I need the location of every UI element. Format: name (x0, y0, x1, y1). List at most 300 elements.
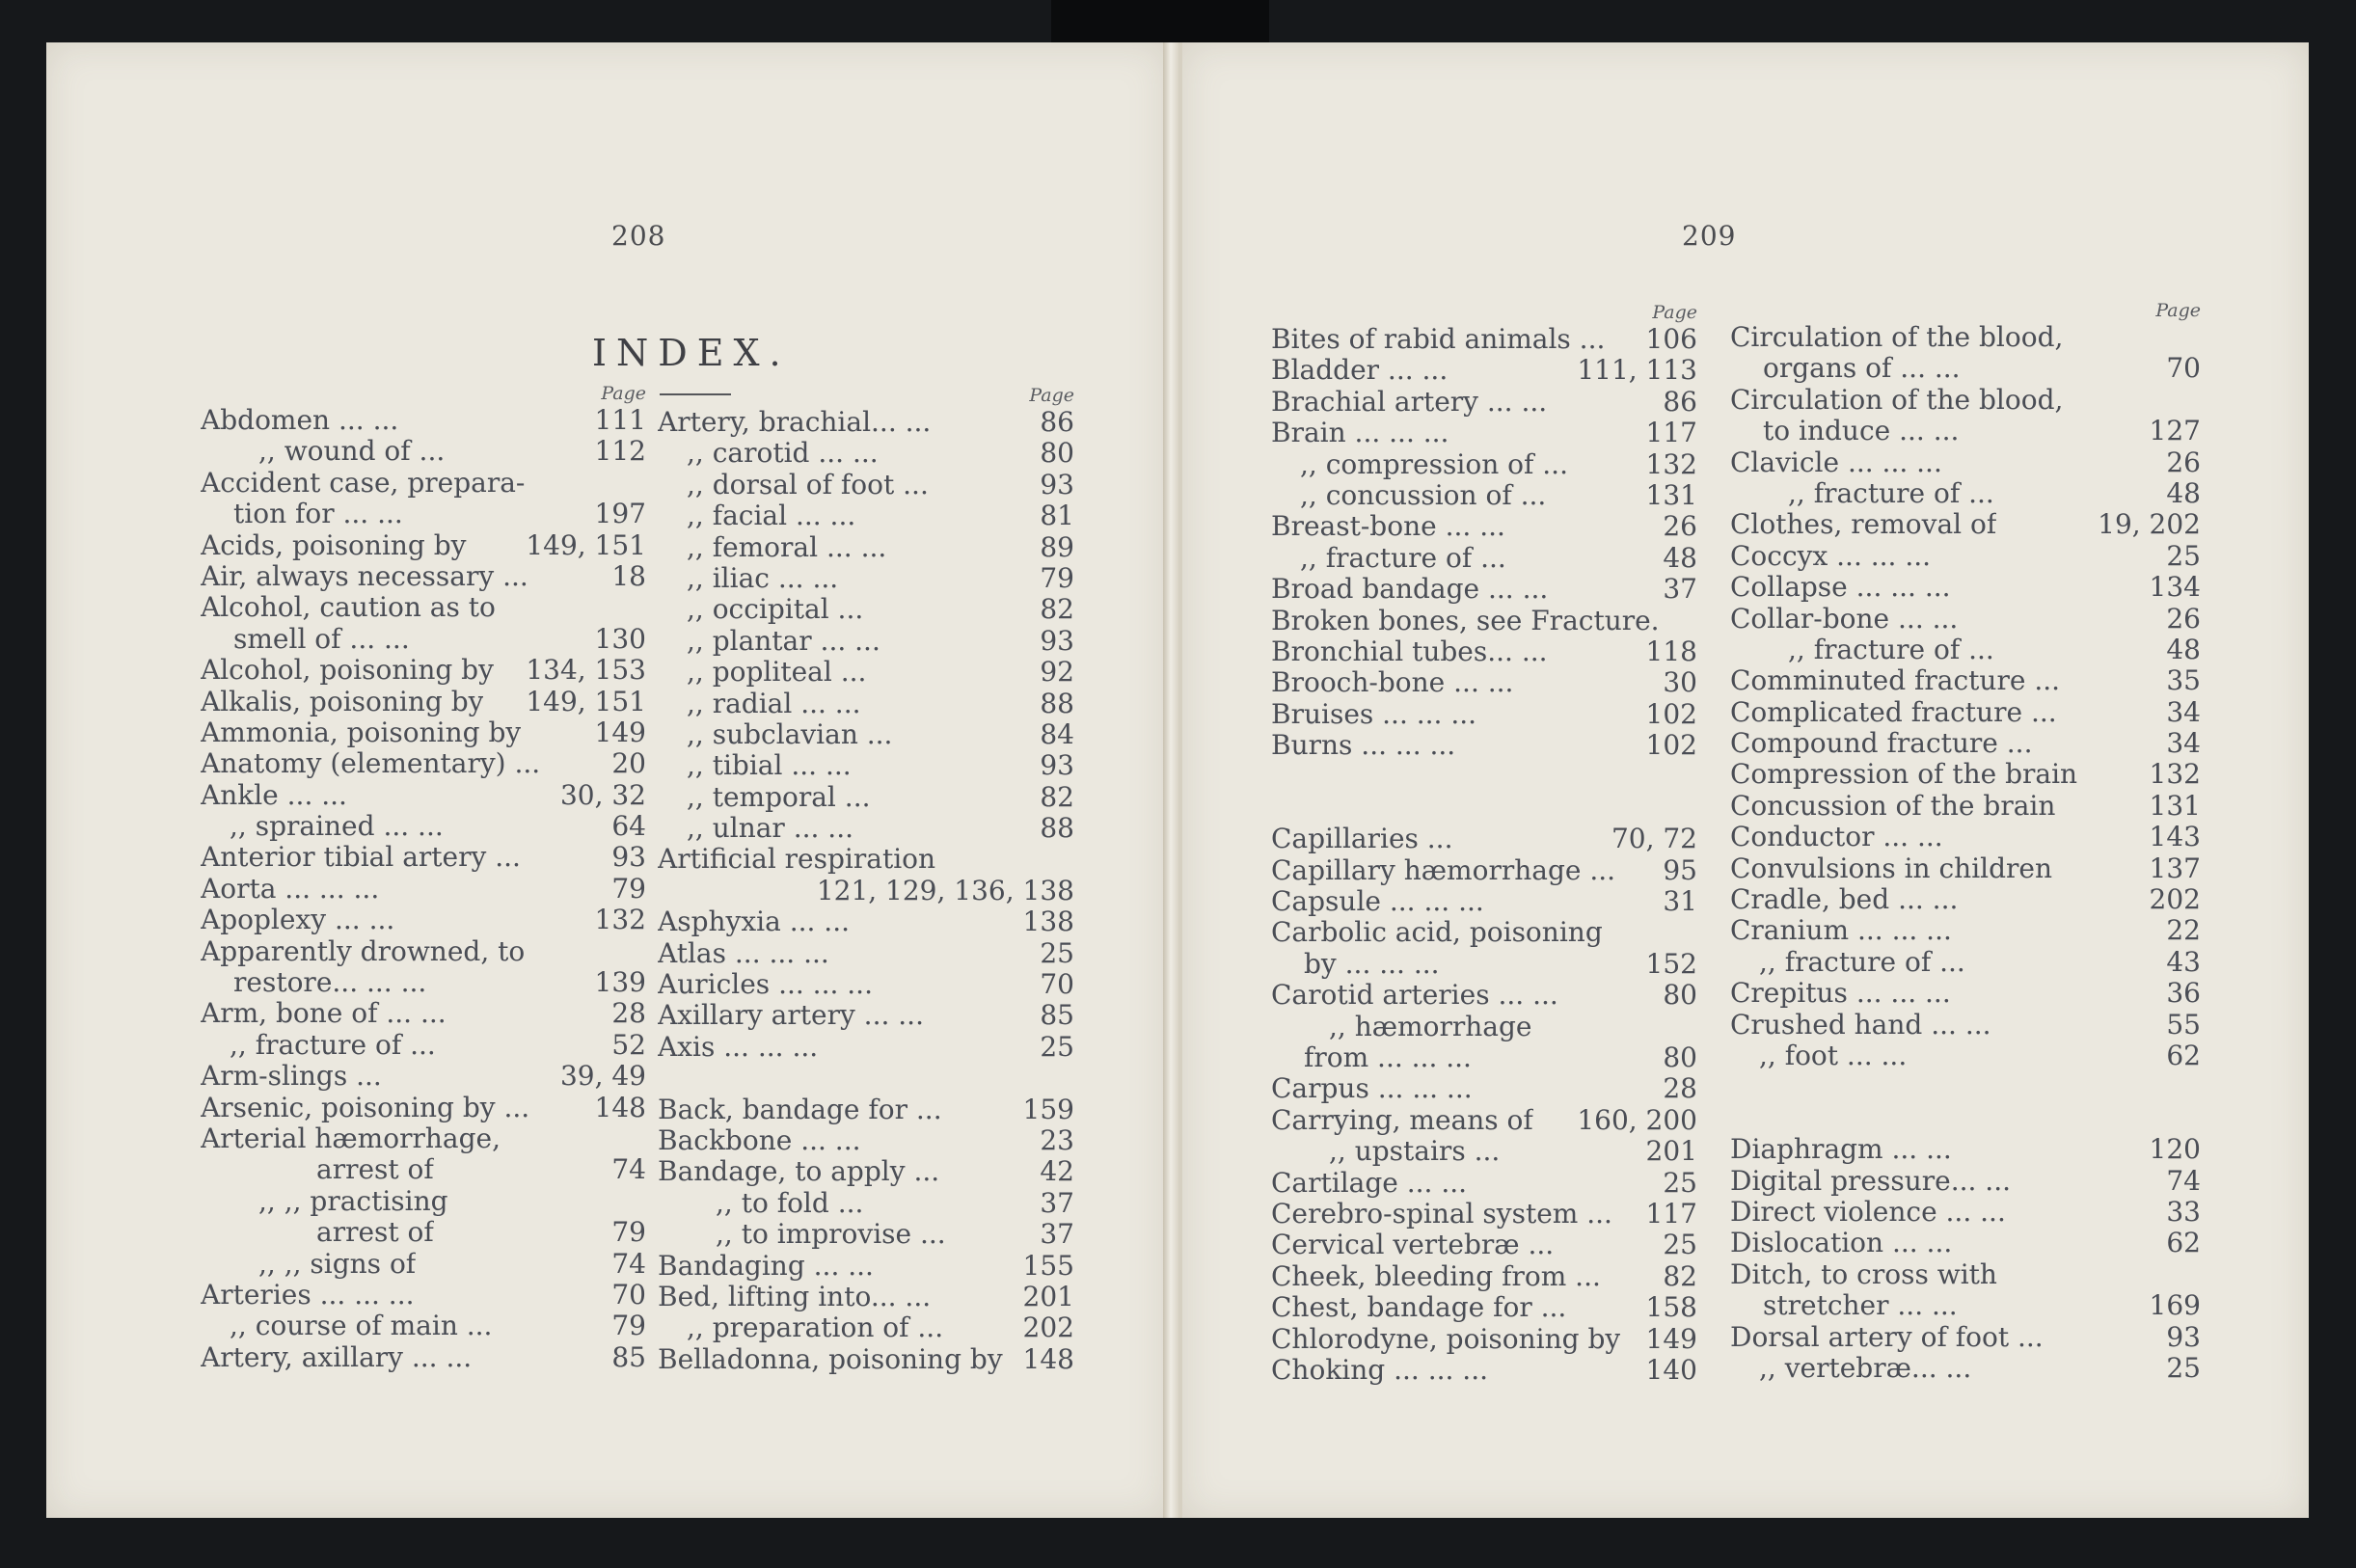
column-page-header: Page (1652, 302, 1697, 323)
index-entry (1730, 509, 2201, 540)
entry-term: ,, foot ... ... (1759, 1040, 1908, 1071)
index-entry (201, 1093, 646, 1123)
entry-term: Alkalis, poisoning by (201, 686, 484, 717)
index-entry (201, 1280, 646, 1311)
entry-page-numbers: 36 (2166, 977, 2201, 1010)
entry-page-numbers: 149, 151 (526, 528, 646, 561)
entry-term: ,, upstairs ... (1329, 1136, 1501, 1168)
index-entry (1730, 353, 2201, 384)
entry-term: Brain ... ... ... (1271, 418, 1449, 449)
index-entry (201, 780, 646, 811)
entry-page-numbers: 43 (2166, 945, 2201, 978)
entry-term: ,, to fold ... (716, 1187, 864, 1219)
entry-page-numbers: 70, 72 (1611, 823, 1697, 855)
entry-term: Anatomy (elementary) ... (201, 748, 541, 780)
index-entry (1271, 855, 1697, 886)
index-entry (1271, 355, 1697, 386)
index-entry (1271, 1355, 1697, 1386)
entry-term: ,, occipital ... (687, 594, 864, 626)
entry-term: Burns ... ... ... (1271, 730, 1456, 762)
entry-term: ,, tibial ... ... (687, 750, 852, 782)
entry-term: smell of ... ... (233, 623, 410, 655)
entry-page-numbers: 25 (2166, 1351, 2201, 1384)
index-entry (1730, 791, 2201, 822)
index-entry (658, 1095, 1074, 1125)
page-number: 209 (1682, 220, 1737, 252)
entry-page-numbers: 37 (1040, 1218, 1074, 1251)
entry-term: Alcohol, poisoning by (201, 655, 494, 687)
entry-page-numbers: 102 (1645, 729, 1697, 762)
index-entry (658, 657, 1074, 688)
index-entry (1730, 759, 2201, 790)
index-entry (201, 1186, 646, 1217)
entry-term: Complicated fracture ... (1730, 696, 2057, 728)
index-entry (201, 1249, 646, 1280)
entry-page-numbers: 127 (2149, 415, 2201, 447)
index-entry (1730, 947, 2201, 978)
entry-term: Artery, axillary ... ... (201, 1341, 473, 1373)
entry-term: Bronchial tubes... ... (1271, 635, 1548, 667)
entry-page-numbers: 148 (594, 1091, 646, 1123)
entry-page-numbers: 48 (2166, 633, 2201, 665)
index-title: INDEX. (592, 332, 791, 374)
entry-page-numbers: 137 (2149, 852, 2201, 884)
index-entry (201, 1217, 646, 1248)
index-entry (1730, 1134, 2201, 1165)
index-entry (1730, 1290, 2201, 1321)
entry-term: from ... ... ... (1304, 1041, 1472, 1073)
entry-page-numbers: 26 (1663, 510, 1697, 543)
entry-term: ,, vertebræ... ... (1759, 1352, 1972, 1384)
entry-term: tion for ... ... (233, 499, 403, 530)
entry-term: Brachial artery ... ... (1271, 386, 1548, 418)
entry-page-numbers: 48 (2166, 476, 2201, 509)
index-entry (1271, 511, 1697, 542)
entry-page-numbers: 93 (1040, 468, 1074, 500)
entry-page-numbers: 35 (2166, 664, 2201, 697)
entry-page-numbers: 30, 32 (559, 778, 646, 811)
index-entry (201, 1311, 646, 1341)
index-entry (658, 1063, 1074, 1094)
entry-page-numbers: 139 (594, 966, 646, 999)
index-entry (1271, 1042, 1697, 1073)
entry-term: Asphyxia ... ... (658, 906, 851, 938)
index-entry (1730, 541, 2201, 572)
entry-page-numbers: 25 (2166, 539, 2201, 572)
entry-page-numbers: 106 (1645, 323, 1697, 355)
entry-page-numbers: 202 (1022, 1311, 1074, 1344)
entry-term: ,, wound of ... (258, 436, 446, 468)
entry-term: ,, fracture of ... (1300, 542, 1506, 574)
entry-page-numbers: 80 (1663, 979, 1697, 1012)
entry-page-numbers: 82 (1663, 1259, 1697, 1292)
entry-page-numbers: 33 (2166, 1195, 2201, 1228)
page-number: 208 (611, 220, 666, 252)
entry-page-numbers: 84 (1040, 717, 1074, 750)
index-entry (1271, 980, 1697, 1011)
index-entry (658, 782, 1074, 813)
entry-term: ,, sprained ... ... (230, 811, 444, 843)
index-entry (201, 811, 646, 842)
index-entry (658, 532, 1074, 563)
index-column (658, 384, 1074, 1375)
index-entry (201, 1154, 646, 1185)
entry-term: Abdomen ... ... (201, 405, 399, 436)
index-entry (1730, 478, 2201, 509)
index-entry (658, 750, 1074, 781)
entry-page-numbers: 79 (1040, 561, 1074, 594)
entry-page-numbers: 131 (2149, 789, 2201, 822)
entry-page-numbers: 25 (1040, 1030, 1074, 1063)
index-entry (1271, 606, 1697, 636)
entry-term: arrest of (316, 1154, 434, 1186)
index-entry (1271, 793, 1697, 824)
entry-page-numbers: 134, 153 (526, 654, 646, 687)
entry-term: Dorsal artery of foot ... (1730, 1321, 2044, 1353)
index-entry (658, 1251, 1074, 1282)
entry-page-numbers: 86 (1040, 406, 1074, 438)
entry-page-numbers: 20 (611, 747, 646, 780)
entry-page-numbers: 64 (611, 810, 646, 843)
entry-page-numbers: 30 (1663, 666, 1697, 699)
entry-page-numbers: 138 (1022, 906, 1074, 938)
entry-term: Broad bandage ... ... (1271, 574, 1549, 606)
entry-page-numbers: 82 (1040, 780, 1074, 813)
index-entry (201, 1342, 646, 1373)
entry-term: Backbone ... ... (658, 1124, 861, 1156)
entry-page-numbers: 117 (1645, 417, 1697, 449)
entry-page-numbers: 28 (611, 997, 646, 1030)
index-entry (201, 998, 646, 1029)
entry-page-numbers: 95 (1663, 853, 1697, 886)
entry-term: Chest, bandage for ... (1271, 1292, 1567, 1324)
binding-shadow (1051, 0, 1269, 48)
entry-page-numbers: 86 (1663, 385, 1697, 418)
entry-term: ,, ulnar ... ... (687, 813, 854, 845)
entry-term: Convulsions in children (1730, 852, 2053, 884)
entry-page-numbers: 159 (1022, 1093, 1074, 1125)
index-entry (1271, 387, 1697, 418)
entry-page-numbers: 79 (611, 1310, 646, 1342)
index-entry (1271, 480, 1697, 511)
index-entry (1730, 915, 2201, 946)
entry-term: Bed, lifting into... ... (658, 1281, 932, 1312)
entry-term: Direct violence ... ... (1730, 1196, 2006, 1228)
entry-term: Arm, bone of ... ... (201, 998, 447, 1030)
entry-page-numbers: 102 (1645, 697, 1697, 730)
entry-page-numbers: 80 (1663, 1041, 1697, 1073)
entry-term: Compression of the brain (1730, 759, 2078, 791)
entry-term: Collar-bone ... ... (1730, 603, 1959, 635)
entry-page-numbers: 201 (1645, 1135, 1697, 1168)
entry-term: ,, radial ... ... (687, 688, 861, 719)
index-entry (1271, 730, 1697, 761)
entry-term: ,, dorsal of foot ... (687, 469, 929, 500)
entry-term: Arterial hæmorrhage, (201, 1122, 501, 1154)
entry-page-numbers: 37 (1040, 1186, 1074, 1219)
entry-page-numbers: 81 (1040, 500, 1074, 532)
entry-term: Chlorodyne, poisoning by (1271, 1323, 1621, 1355)
entry-term: Coccyx ... ... ... (1730, 540, 1932, 572)
entry-term: Axis ... ... ... (658, 1031, 819, 1063)
entry-page-numbers: 39, 49 (559, 1060, 646, 1093)
entry-page-numbers: 118 (1645, 635, 1697, 667)
index-entry (201, 405, 646, 436)
entry-page-numbers: 62 (2166, 1039, 2201, 1071)
index-entry (201, 905, 646, 935)
index-entry (1730, 447, 2201, 478)
index-entry (1271, 886, 1697, 917)
entry-page-numbers: 31 (1663, 885, 1697, 918)
entry-page-numbers: 88 (1040, 687, 1074, 719)
entry-term: Cradle, bed ... ... (1730, 884, 1959, 916)
entry-page-numbers: 82 (1040, 593, 1074, 626)
index-entry (1730, 416, 2201, 446)
entry-page-numbers: 93 (1040, 749, 1074, 782)
index-entry (1271, 636, 1697, 667)
entry-page-numbers: 37 (1663, 573, 1697, 606)
index-entry (1730, 1197, 2201, 1228)
index-entry (1730, 572, 2201, 603)
entry-term: to induce ... ... (1763, 416, 1960, 447)
entry-term: Capillary hæmorrhage ... (1271, 854, 1616, 886)
entry-term: Capsule ... ... ... (1271, 886, 1484, 918)
entry-page-numbers: 34 (2166, 695, 2201, 728)
entry-term: Alcohol, caution as to (201, 592, 496, 624)
entry-term: Bites of rabid animals ... (1271, 324, 1606, 355)
index-entry (658, 438, 1074, 469)
entry-page-numbers: 74 (2166, 1164, 2201, 1197)
index-entry (1271, 1136, 1697, 1167)
entry-page-numbers: 143 (2149, 821, 2201, 853)
index-entry (658, 969, 1074, 1000)
entry-term: Crushed hand ... ... (1730, 1009, 1991, 1041)
entry-term: Bandaging ... ... (658, 1250, 874, 1282)
index-entry (1271, 1073, 1697, 1104)
entry-page-numbers: 92 (1040, 656, 1074, 689)
entry-term: Breast-bone ... ... (1271, 511, 1505, 543)
entry-page-numbers: 202 (2149, 883, 2201, 916)
entry-term: Belladonna, poisoning by (658, 1343, 1003, 1375)
index-entry (658, 563, 1074, 594)
entry-term: Atlas ... ... ... (658, 937, 829, 969)
index-entry (1271, 949, 1697, 980)
entry-term: ,, carotid ... ... (687, 438, 879, 470)
index-entry (658, 876, 1074, 906)
index-entry (1730, 635, 2201, 665)
index-entry (658, 719, 1074, 750)
index-entry (1730, 1228, 2201, 1258)
entry-page-numbers: 131 (1645, 478, 1697, 511)
index-entry (658, 906, 1074, 937)
index-entry (1730, 604, 2201, 635)
entry-page-numbers: 52 (611, 1028, 646, 1061)
entry-page-numbers: 111 (594, 404, 646, 436)
index-column (201, 382, 646, 1373)
entry-term: ,, popliteal ... (687, 657, 867, 689)
entry-term: ,, to improvise ... (716, 1219, 946, 1251)
entry-term: Clothes, removal of (1730, 509, 1997, 541)
entry-page-numbers: 155 (1022, 1249, 1074, 1282)
entry-page-numbers: 152 (1645, 947, 1697, 980)
index-entry (658, 407, 1074, 438)
entry-term: Artery, brachial... ... (658, 407, 932, 438)
entry-page-numbers: 25 (1663, 1229, 1697, 1261)
index-entry (1730, 853, 2201, 884)
index-entry (658, 626, 1074, 657)
entry-term: Capillaries ... (1271, 824, 1453, 855)
entry-term: ,, compression of ... (1300, 448, 1568, 480)
entry-term: ,, concussion of ... (1300, 479, 1547, 511)
index-entry (201, 717, 646, 748)
entry-term: Cartilage ... ... (1271, 1167, 1468, 1199)
entry-page-numbers: 158 (1645, 1291, 1697, 1324)
index-entry (1730, 697, 2201, 728)
entry-page-numbers: 85 (611, 1340, 646, 1373)
index-entry (201, 561, 646, 592)
index-entry (1271, 1292, 1697, 1323)
index-entry (1271, 449, 1697, 480)
entry-page-numbers: 121, 129, 136, 138 (816, 874, 1074, 906)
entry-term: Aorta ... ... ... (201, 873, 380, 905)
index-entry (658, 1219, 1074, 1250)
entry-page-numbers: 149 (594, 716, 646, 748)
index-entry (658, 470, 1074, 500)
entry-page-numbers: 140 (1645, 1353, 1697, 1386)
index-entry (201, 468, 646, 499)
index-entry (1271, 543, 1697, 574)
index-entry (658, 844, 1074, 875)
index-entry (1271, 699, 1697, 730)
entry-term: Carpus ... ... ... (1271, 1073, 1473, 1105)
entry-page-numbers: 55 (2166, 1008, 2201, 1041)
entry-page-numbers: 149 (1645, 1322, 1697, 1355)
entry-term: Comminuted fracture ... (1730, 665, 2061, 697)
entry-term: Arm-slings ... (201, 1061, 382, 1093)
entry-term: Circulation of the blood, (1730, 322, 2064, 353)
index-entry (1730, 1322, 2201, 1353)
index-entry (1730, 322, 2201, 353)
entry-term: arrest of (316, 1217, 434, 1249)
entry-page-numbers: 80 (1040, 437, 1074, 470)
entry-term: ,, ,, practising (258, 1185, 448, 1217)
index-entry (1271, 1324, 1697, 1355)
entry-term: Concussion of the brain (1730, 790, 2056, 822)
entry-term: Air, always necessary ... (201, 560, 528, 592)
entry-page-numbers: 74 (611, 1247, 646, 1280)
index-entry (658, 1156, 1074, 1187)
entry-page-numbers: 62 (2166, 1227, 2201, 1259)
entry-page-numbers: 18 (611, 559, 646, 592)
entry-term: Arsenic, poisoning by ... (201, 1092, 530, 1123)
entry-term: Broken bones, see Fracture. (1271, 605, 1660, 636)
entry-page-numbers: 26 (2166, 602, 2201, 635)
entry-term: Conductor ... ... (1730, 822, 1943, 853)
index-column (1271, 301, 1697, 1386)
index-column (1730, 299, 2201, 1384)
entry-term: ,, fracture of ... (1788, 477, 1994, 509)
index-entry (1271, 917, 1697, 948)
index-entry (1271, 1261, 1697, 1292)
entry-page-numbers: 89 (1040, 530, 1074, 563)
entry-term: Choking ... ... ... (1271, 1354, 1488, 1386)
entry-term: Brooch-bone ... ... (1271, 667, 1514, 699)
entry-term: Compound fracture ... (1730, 728, 2033, 760)
index-entry (658, 1000, 1074, 1031)
index-entry (201, 842, 646, 873)
entry-term: ,, plantar ... ... (687, 625, 880, 657)
entry-page-numbers: 42 (1040, 1155, 1074, 1188)
entry-term: Back, bandage for ... (658, 1094, 942, 1125)
entry-term: Circulation of the blood, (1730, 384, 2064, 416)
index-entry (658, 1125, 1074, 1156)
entry-term: ,, iliac ... ... (687, 562, 839, 594)
index-entry (1271, 1168, 1697, 1199)
entry-term: ,, course of main ... (230, 1311, 493, 1342)
index-entry (201, 624, 646, 655)
index-entry (201, 530, 646, 561)
index-entry (201, 687, 646, 717)
index-entry (1271, 418, 1697, 448)
index-entry (201, 1123, 646, 1154)
index-entry (1730, 728, 2201, 759)
entry-page-numbers: 197 (594, 498, 646, 530)
entry-term: Arteries ... ... ... (201, 1279, 415, 1311)
index-entry (201, 499, 646, 529)
index-entry (658, 689, 1074, 719)
index-entry (201, 655, 646, 686)
entry-term: restore... ... ... (233, 967, 427, 999)
entry-term: ,, fracture of ... (1788, 634, 1994, 665)
index-entry (1730, 1259, 2201, 1290)
index-entry (1271, 1230, 1697, 1260)
entry-term: Carrying, means of (1271, 1104, 1533, 1136)
index-entry (1730, 822, 2201, 852)
entry-page-numbers: 25 (1663, 1166, 1697, 1199)
index-entry (1730, 978, 2201, 1009)
index-entry (1730, 385, 2201, 416)
entry-page-numbers: 88 (1040, 812, 1074, 845)
entry-page-numbers: 132 (594, 904, 646, 936)
entry-term: Clavicle ... ... ... (1730, 446, 1942, 478)
index-entry (658, 1032, 1074, 1063)
entry-page-numbers: 22 (2166, 914, 2201, 947)
index-entry (1730, 1071, 2201, 1102)
entry-term: by ... ... ... (1304, 948, 1440, 980)
entry-term: Auricles ... ... ... (658, 969, 873, 1001)
entry-page-numbers: 93 (611, 841, 646, 874)
entry-term: Carotid arteries ... ... (1271, 980, 1558, 1012)
index-entry (201, 592, 646, 623)
entry-term: Apparently drowned, to (201, 935, 526, 967)
index-entry (658, 594, 1074, 625)
index-entry (1271, 574, 1697, 605)
index-entry (1271, 667, 1697, 698)
index-entry (1271, 1105, 1697, 1136)
entry-page-numbers: 112 (594, 435, 646, 468)
index-entry (1730, 1010, 2201, 1041)
entry-term: ,, fracture of ... (230, 1029, 436, 1061)
entry-page-numbers: 48 (1663, 541, 1697, 574)
entry-term: Ankle ... ... (201, 779, 347, 811)
index-entry (1730, 1353, 2201, 1384)
entry-term: organs of ... ... (1763, 353, 1961, 385)
entry-page-numbers: 23 (1040, 1123, 1074, 1156)
index-entry (201, 1061, 646, 1092)
entry-page-numbers: 85 (1040, 999, 1074, 1032)
entry-term: stretcher ... ... (1763, 1290, 1958, 1322)
entry-page-numbers: 134 (2149, 571, 2201, 604)
